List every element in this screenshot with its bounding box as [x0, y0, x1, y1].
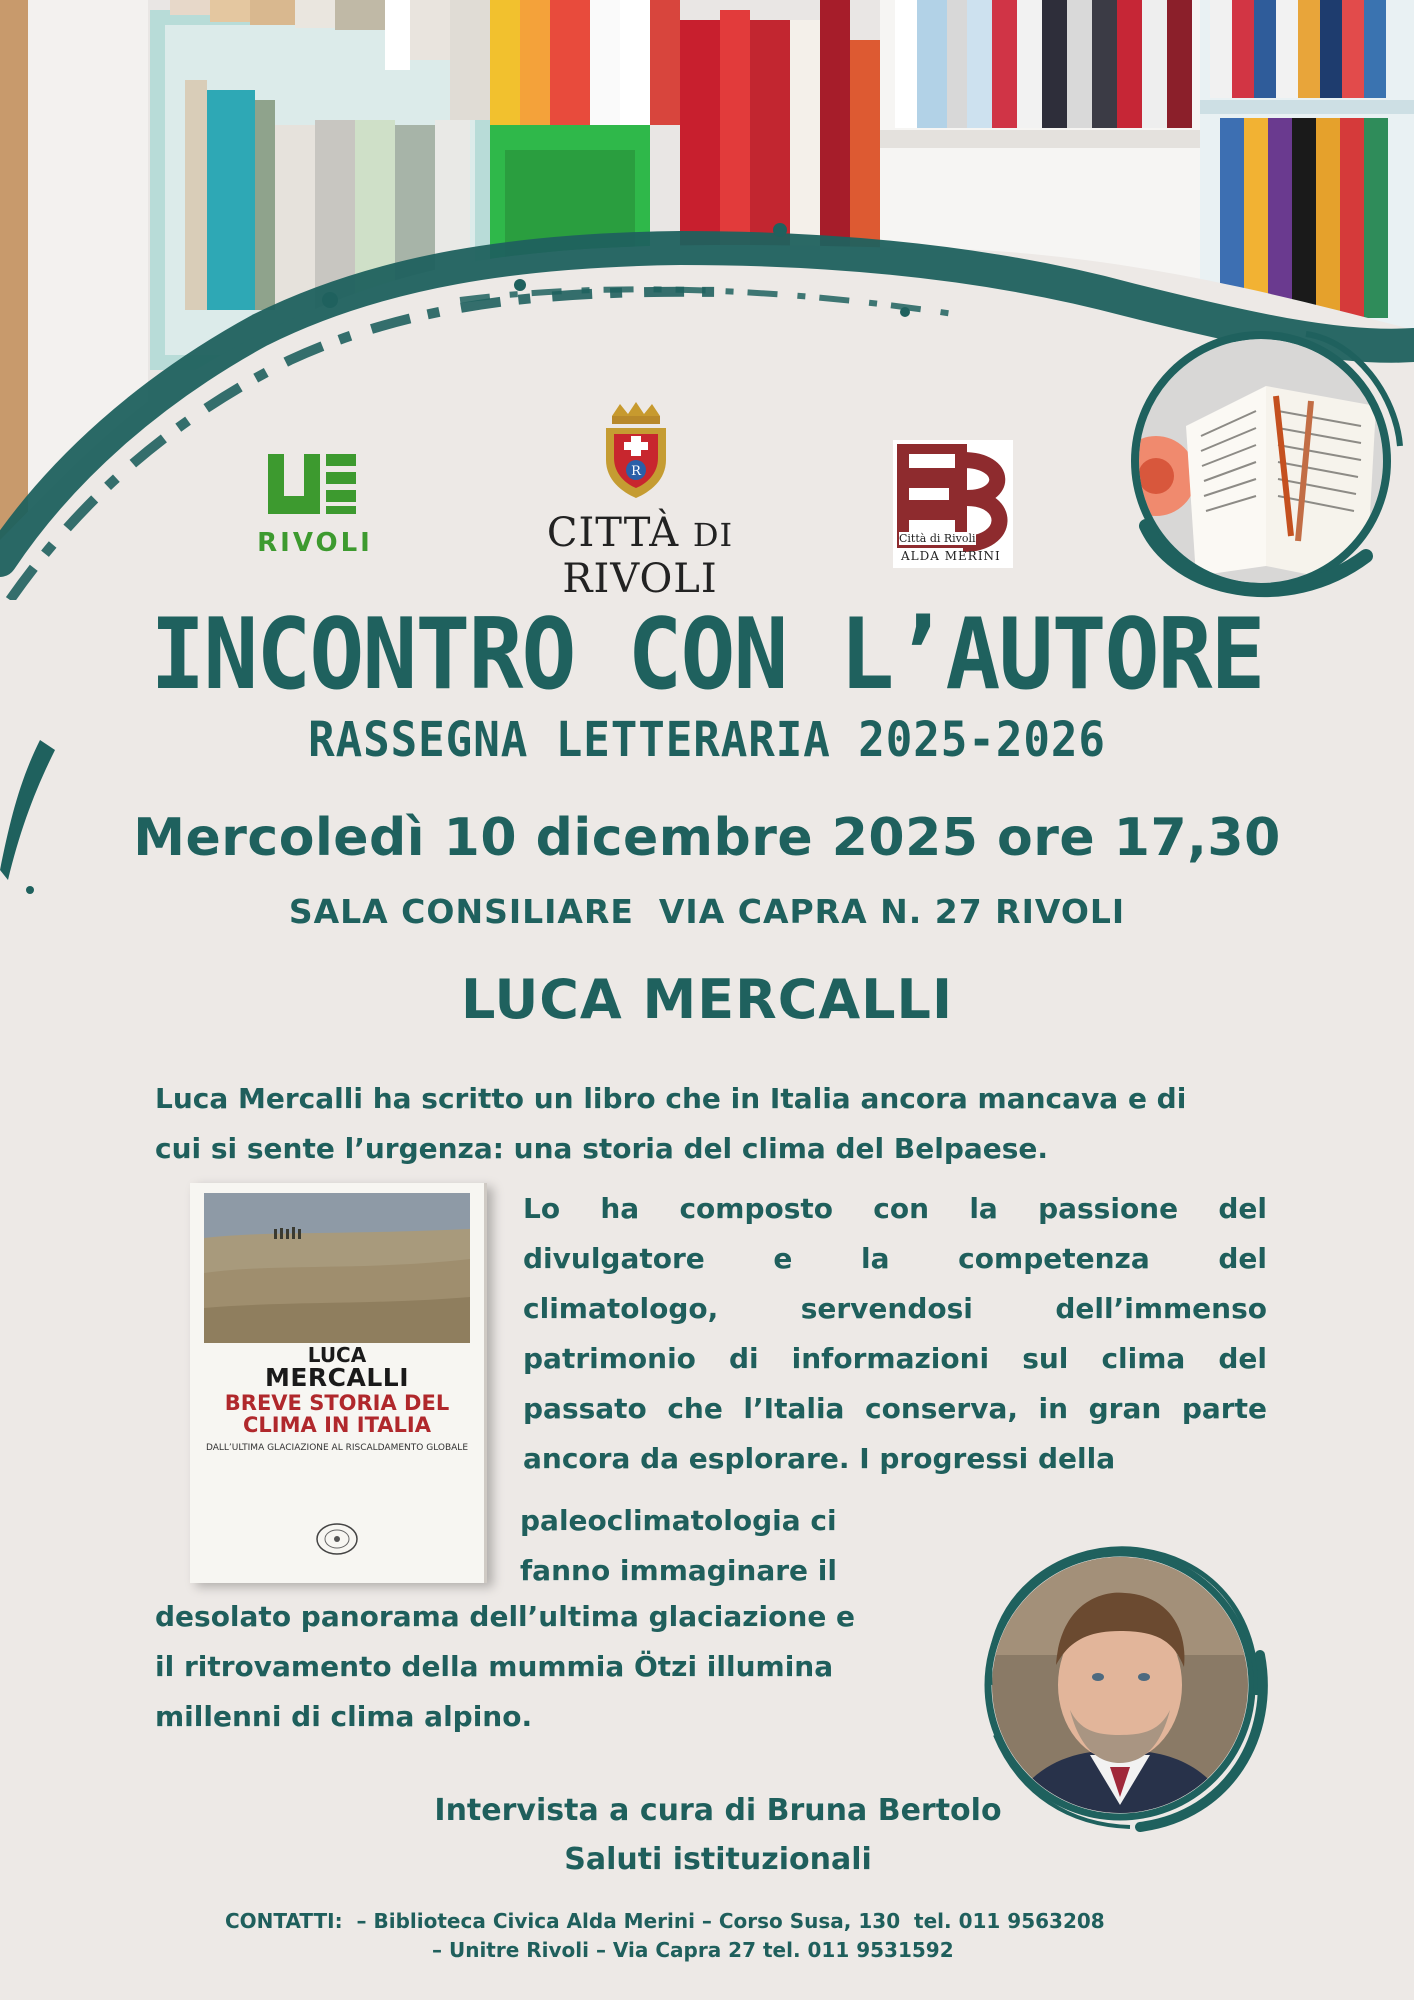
description-line: millenni di clima alpino.	[155, 1700, 533, 1733]
contacts-line: – Unitre Rivoli – Via Capra 27 tel. 011 9531592	[432, 1938, 954, 1962]
city-name-word: RIVOLI	[562, 556, 718, 602]
intro-paragraph	[155, 1074, 1275, 1174]
description-line: divulgatore e la competenza del	[523, 1242, 1267, 1275]
description-line: Lo ha composto con la passione del	[523, 1192, 1267, 1225]
book-author-last: MERCALLI	[264, 1363, 410, 1392]
description-line: paleoclimatologia ci	[520, 1504, 837, 1537]
contacts-line: CONTATTI: – Biblioteca Civica Alda Merini – Corso Susa, 130 tel. 011 9563208	[225, 1909, 1105, 1933]
citta-di-rivoli-logo	[470, 400, 810, 602]
description-line: patrimonio di informazioni sul clima del	[523, 1342, 1267, 1375]
author-portrait-photo	[960, 1535, 1280, 1835]
description-line: il ritrovamento della mummia Ötzi illumina	[155, 1650, 834, 1683]
unitre-logo-text: RIVOLI	[257, 528, 373, 558]
city-di-word: DI	[692, 516, 734, 554]
description-paragraph	[523, 1184, 1267, 1334]
event-title: INCONTRO CON L’AUTORE	[150, 598, 1264, 712]
city-main-word: CITTÀ	[546, 510, 680, 556]
book-title-line: CLIMA IN ITALIA	[243, 1413, 431, 1437]
unitre-mark-icon	[260, 452, 370, 522]
description-line: passato che l’Italia conserva, in gran parte	[523, 1392, 1267, 1425]
institutional-greetings: Saluti istituzionali	[564, 1842, 872, 1877]
event-subtitle: RASSEGNA LETTERARIA 2025-2026	[308, 712, 1106, 768]
city-crest-icon	[598, 400, 674, 500]
interview-credit: Intervista a cura di Bruna Bertolo	[434, 1793, 1002, 1828]
svg-text:R: R	[631, 464, 641, 479]
library-logo-text-top: Città di Rivoli	[899, 532, 976, 545]
biblioteca-alda-merini-logo	[893, 440, 1013, 568]
author-name: LUCA MERCALLI	[460, 968, 954, 1031]
intro-line: cui si sente l’urgenza: una storia del clima del Belpaese.	[155, 1132, 1049, 1165]
description-line: climatologo, servendosi dell’immenso	[523, 1292, 1267, 1325]
description-paragraph-cont	[523, 1334, 1267, 1484]
publisher-emblem-icon	[315, 1521, 359, 1557]
description-line: fanno immaginare il	[520, 1554, 837, 1587]
book-subtitle: DALL’ULTIMA GLACIAZIONE AL RISCALDAMENTO GLOBALE	[205, 1443, 469, 1453]
description-bottom	[155, 1592, 915, 1742]
city-name-text	[470, 510, 810, 602]
open-book-photo	[1116, 316, 1406, 606]
event-venue: SALA CONSILIARE VIA CAPRA N. 27 RIVOLI	[288, 892, 1126, 931]
book-title-line: BREVE STORIA DEL	[224, 1391, 450, 1415]
intro-line: Luca Mercalli ha scritto un libro che in Italia ancora mancava e di	[155, 1082, 1187, 1115]
book-author-first: LUCA	[307, 1343, 367, 1367]
unitre-logo	[250, 452, 380, 562]
description-middle	[520, 1496, 920, 1596]
book-cover	[190, 1183, 490, 1583]
event-date: Mercoledì 10 dicembre 2025 ore 17,30	[133, 808, 1281, 868]
library-logo-text-bottom: ALDA MERINI	[901, 549, 1001, 563]
book-cover-landscape-image	[204, 1193, 470, 1343]
description-line: desolato panorama dell’ultima glaciazione e	[155, 1600, 856, 1633]
description-line: ancora da esplorare. I progressi della	[523, 1442, 1116, 1475]
